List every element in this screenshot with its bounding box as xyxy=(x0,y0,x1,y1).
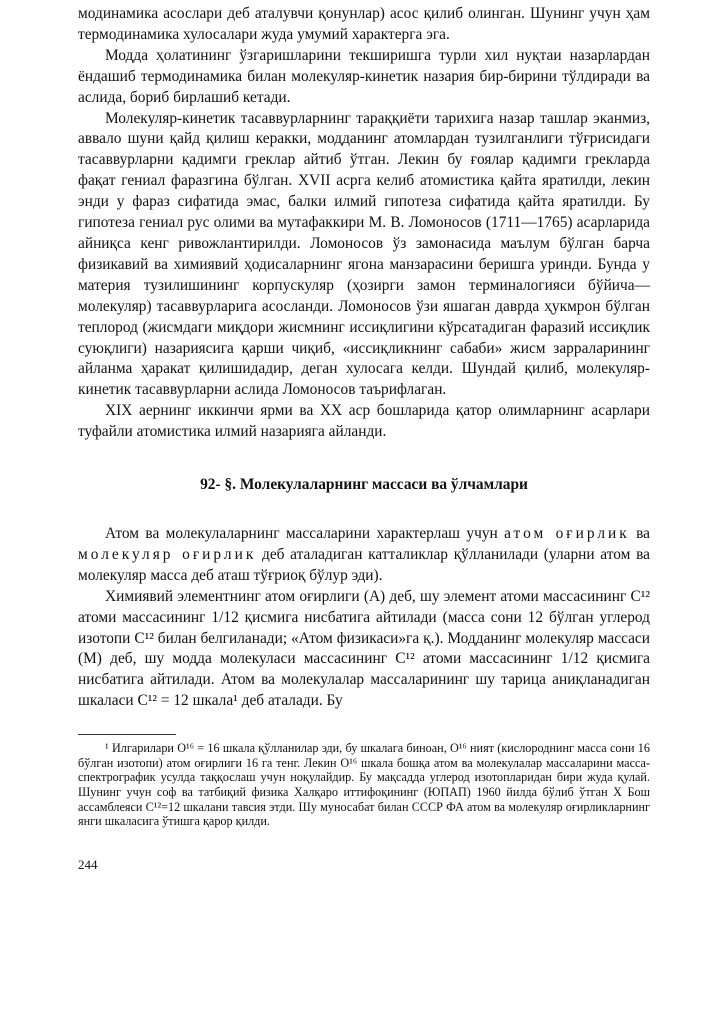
paragraph-state-change: Модда ҳолатининг ўзгаришларини текширишга турли хил нуқтаи назарлардан ёндашиб термодинамика билан молекуляр-кинетик назария бир-бирини тўлдиради ва аслида, бориб бирлашиб кетади. xyxy=(78,46,650,106)
mass-text-3: деб аталадиган катталиклар қўлланилади (уларни атом ва молекуляр масса деб аташ тўғриоқ бўлур эди). xyxy=(78,545,650,584)
paragraph-continued: модинамика асослари деб аталувчи қонунлар) асос қилиб олинган. Шунинг учун ҳам термодинамика хулосалари жуда умумий характерга эга. xyxy=(78,5,650,43)
footnote-divider xyxy=(78,734,176,735)
body-text xyxy=(78,4,650,712)
document-page xyxy=(78,4,650,873)
term-molecular-weight: молекуляр оғирлик xyxy=(78,545,257,563)
paragraph-atomic-weight-definition: Химиявий элементнинг атом оғирлиги (A) деб, шу элемент атоми массасининг C¹² атоми массасининг 1/12 қисмига нисбатига айтилади (масса сони 12 бўлган углерод изотопи C¹² билан белгиланади; «Атом физикаси»га қ.). Модданинг молекуляр массаси (M) деб, шу модда молекуласи массасининг C¹² атоми массасининг 1/12 қисмига нисбатига айтилади. Атом ва молекулалар массаларининг шу тарица аниқланадиган шкаласи C¹² = 12 шкала¹ деб аталади. Бу xyxy=(78,587,650,710)
paragraph-history: Молекуляр-кинетик тасаввурларнинг тараққиёти тарихига назар ташлар эканмиз, аввало шуни қайд қилиш керакки, модданинг атомлардан тузилганлиги тўғрисидаги тасаввурларни қадимги греклар айтиб ўтган. Лекин бу ғоялар қадимги грекларда фақат гениал фаразгина бўлган. XVII асрга келиб атомистика қайта яратилди, лекин энди у фараз сифатида эмас, балки илмий гипотеза сифатида қайта яратилди. Бу гипотеза гениал рус олими ва мутафаккири М. В. Ломоносов (1711—1765) асарларида айниқса кенг ривожлантирилди. Ломоносов ўз замонасида маълум бўлган барча физикавий ва химиявий ҳодисаларнинг ягона манзарасини беришга уринди. Бунда у материя тузилишининг корпускуляр (ҳозирги замон терминалогияси бўйича—молекуляр) тасаввурларига асосланди. Ломоносов ўзи яшаган даврда ҳукмрон бўлган теплород (жисмдаги миқдори жисмнинг иссиқлигини кўрсатадиган фаразий иссиқлик суюқлиги) назариясига қарши чиқиб, «иссиқликнинг сабаби» жисм зарраларининг айланма ҳаракат қилишидадир, деган хулосага келди. Шундай қилиб, молекуляр-кинетик тасаввурларни аслида Ломоносов таърифлаган. xyxy=(78,109,650,399)
paragraph-mass-terms xyxy=(78,524,650,587)
mass-text-1: Атом ва молекулаларнинг массаларини характерлаш учун xyxy=(105,525,505,543)
footnote-text: ¹ Илгарилари O¹⁶ = 16 шкала қўлланилар эди, бу шкалага биноан, O¹⁶ ният (кислороднинг масса сони 16 бўлган изотопи) атом оғирлиги 16 га тенг. Лекин O¹⁶ шкала бошқа атом ва молекулалар массаларини масса-спектрографик усулда таққослаш учун ноқулайдир. Бу мақсадда углерод изотопларидан бири жуда қулай. Шунинг учун соф ва татбиқий физика Халқаро иттифоқининг (ЮПАП) 1960 йилда бўлиб ўтган X Бош ассамблеяси C¹²=12 шкалани тавсия этди. Шу муносабат билан СССР ФА атом ва молекуляр оғирликларнинг янги шкаласига ўтишга қарор қилди. xyxy=(78,741,650,829)
section-heading: 92- §. Молекулаларнинг массаси ва ўлчамлари xyxy=(200,476,528,494)
footnote xyxy=(78,741,650,829)
page-number: 244 xyxy=(78,856,98,872)
paragraph-xix-century: XIX аернинг иккинчи ярми ва XX аср бошларида қатор олимларнинг асарлари туфайли атомистика илмий назарияга айланди. xyxy=(78,402,650,441)
mass-text-2: ва xyxy=(629,525,650,543)
term-atomic-weight: атом оғирлик xyxy=(504,525,630,543)
